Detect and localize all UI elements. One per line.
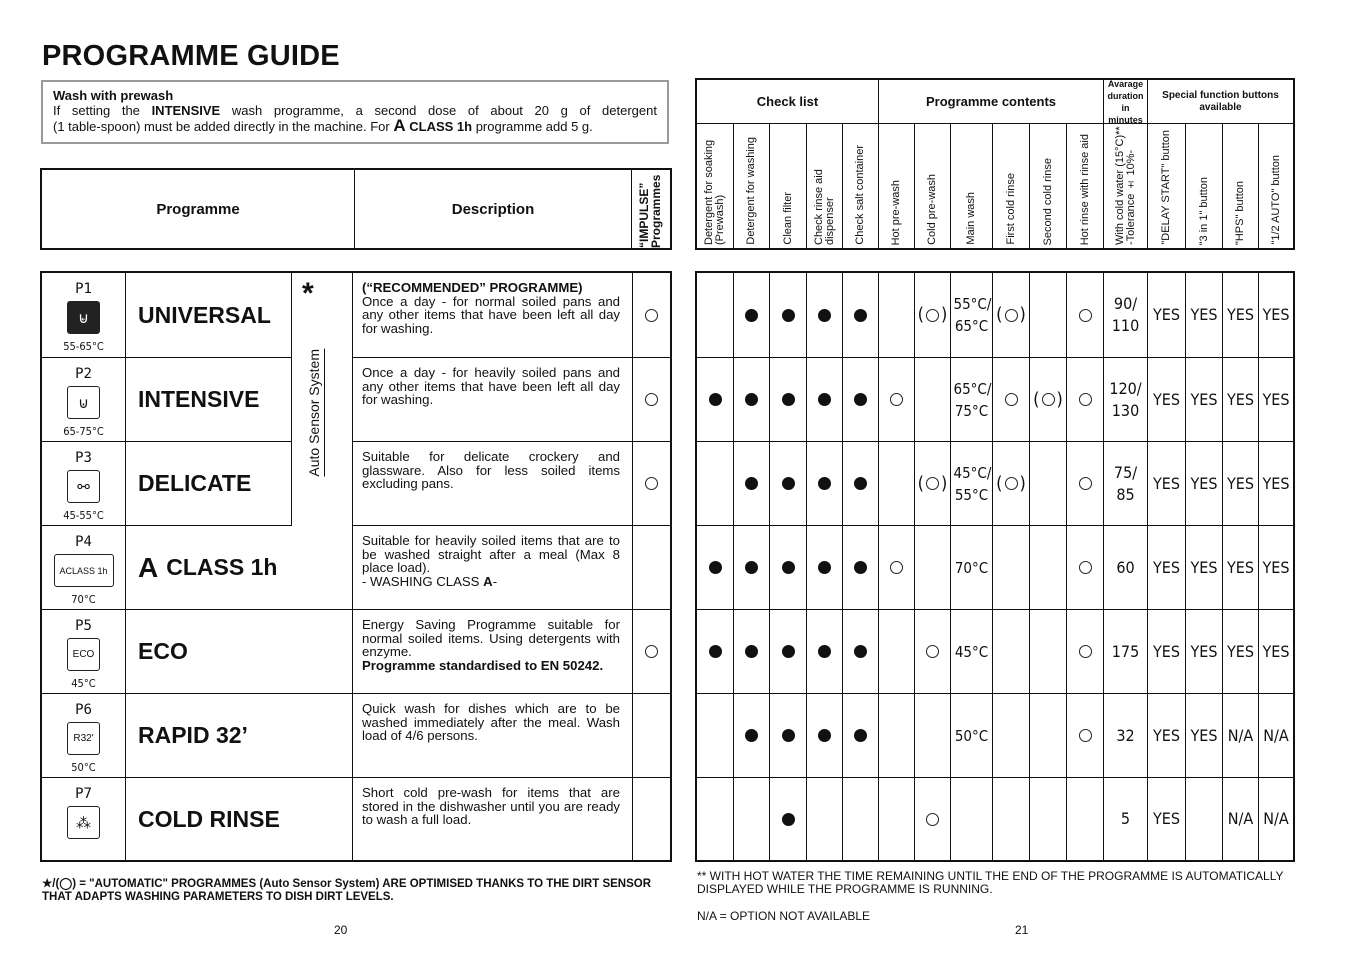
programme-name: ECO [138, 638, 188, 664]
contents-cell [879, 694, 915, 777]
programme-code-cell [42, 358, 126, 441]
filled-dot-symbol [818, 729, 831, 742]
filled-dot-symbol [818, 645, 831, 658]
footnote-na: N/A = OPTION NOT AVAILABLE [697, 909, 871, 923]
auto-sensor-label: Auto Sensor System [306, 313, 325, 513]
contents-cell: ( ) [915, 442, 951, 525]
programme-code: P7 [75, 786, 92, 802]
filled-dot-symbol [782, 309, 795, 322]
contents-cell [1030, 694, 1067, 777]
filled-dot-symbol [818, 477, 831, 490]
contents-cell [807, 442, 843, 525]
contents-cell [915, 610, 951, 693]
prewash-note [41, 80, 669, 144]
page-title: PROGRAMME GUIDE [42, 40, 340, 72]
contents-cell: YES [1186, 358, 1223, 441]
filled-dot-symbol [782, 393, 795, 406]
contents-cell: ( ) [915, 273, 951, 357]
contents-cell: ( ) [993, 273, 1030, 357]
contents-cell: 55°C/ 65°C [951, 273, 993, 357]
column-header: With cold water (15°C)** -Tolerance ± 10%- [1104, 124, 1148, 248]
filled-dot-symbol [709, 561, 722, 574]
programme-row [42, 526, 670, 610]
programme-description: (“RECOMMENDED” PROGRAMME) Once a day - for normal soiled pans and any other items that have been left all day for washing. [353, 273, 633, 357]
programme-temp: 55-65°C [63, 340, 104, 353]
rapid-icon: R32' [67, 722, 100, 755]
contents-cell: ( ) [1030, 358, 1067, 441]
contents-cell [879, 778, 915, 860]
contents-cell [807, 273, 843, 357]
programme-row [42, 778, 670, 860]
circle-symbol [1079, 561, 1092, 574]
column-header: "1/2 AUTO" button [1269, 155, 1282, 245]
programme-code: P1 [75, 281, 92, 297]
contents-row [697, 778, 1293, 860]
contents-cell [1067, 442, 1104, 525]
glass-icon: ⚯ [67, 470, 100, 503]
left-table-header [40, 168, 672, 250]
contents-cell: N/A [1223, 778, 1259, 860]
contents-cell [734, 778, 770, 860]
right-table-header [695, 78, 1295, 250]
contents-row [697, 694, 1293, 778]
contents-cell [915, 778, 951, 860]
programme-row [42, 273, 670, 358]
programme-name-cell [126, 273, 292, 357]
filled-dot-symbol [745, 393, 758, 406]
contents-cell: YES [1262, 641, 1290, 661]
contents-cell: N/A [1263, 809, 1289, 828]
contents-cell: 90/ 110 [1104, 273, 1148, 357]
contents-cell [1030, 610, 1067, 693]
contents-cell [1067, 526, 1104, 609]
circle-symbol [926, 645, 939, 658]
contents-cell: 5 [1104, 778, 1148, 860]
contents-cell: YES [1262, 389, 1290, 409]
aclass-icon: ACLASS 1h [54, 554, 114, 587]
contents-cell [770, 442, 807, 525]
programme-description: Quick wash for dishes which are to be washed immediately after the meal. Wash load of 4/6 persons. [353, 694, 633, 777]
contents-cell: YES [1148, 273, 1186, 357]
contents-cell [879, 610, 915, 693]
contents-row [697, 610, 1293, 694]
auto-sensor-column [292, 273, 353, 526]
programme-name-a: A [138, 551, 159, 583]
programme-name: CLASS 1h [166, 554, 278, 580]
contents-cell [770, 273, 807, 357]
column-header: Main wash [951, 124, 993, 248]
column-group-header: Avarage duration in minutes [1104, 80, 1148, 124]
contents-cell [1186, 778, 1223, 860]
contents-cell [697, 778, 734, 860]
contents-cell [1067, 358, 1104, 441]
column-header: Second cold rinse [1030, 124, 1067, 248]
contents-cell: 50°C [951, 694, 993, 777]
circle-symbol [645, 393, 658, 406]
filled-dot-symbol [854, 729, 867, 742]
column-header: Detergent for washing [734, 124, 770, 248]
programme-name-cell [126, 526, 353, 609]
programme-name-cell [126, 694, 353, 777]
programme-description: Energy Saving Programme suitable for normal soiled items. Using detergents with enzyme. Programme standardised to EN 50242. [353, 610, 633, 693]
contents-cell [807, 526, 843, 609]
contents-cell [1067, 694, 1104, 777]
prewash-line2: (1 table-spoon) must be added directly in the machine. For A CLASS 1h programme add 5 g. [53, 116, 593, 135]
programme-code: P2 [75, 366, 92, 382]
programme-temp: 65-75°C [63, 425, 104, 438]
programme-code: P6 [75, 702, 92, 718]
column-header: Hot rinse with rinse aid [1067, 124, 1104, 248]
contents-cell [697, 442, 734, 525]
contents-cell: YES [1148, 694, 1186, 777]
contents-row [697, 358, 1293, 442]
filled-dot-symbol [818, 309, 831, 322]
header-programme: Programme [42, 170, 355, 248]
contents-cell [770, 778, 807, 860]
contents-cell [993, 778, 1030, 860]
circle-symbol [890, 393, 903, 406]
contents-cell [879, 273, 915, 357]
programme-description: Suitable for heavily soiled items that are to be washed straight after a meal (Max 8 place load). - WASHING CLASS A- [353, 526, 633, 609]
programme-code-cell [42, 694, 126, 777]
contents-cell: YES [1186, 610, 1223, 693]
circle-symbol [1079, 309, 1092, 322]
contents-row [697, 273, 1293, 358]
contents-cell: YES [1223, 610, 1259, 693]
prewash-line1: If setting the INTENSIVE wash programme, a second dose of about 20 g of detergent [53, 103, 657, 118]
filled-dot-symbol [709, 393, 722, 406]
contents-cell [1030, 526, 1067, 609]
filled-dot-symbol [782, 813, 795, 826]
pot-heavy-icon: ⊍ [67, 386, 100, 419]
contents-cell: ( ) [993, 442, 1030, 525]
contents-cell [843, 610, 879, 693]
programme-name: DELICATE [138, 470, 252, 496]
contents-cell: YES [1186, 273, 1223, 357]
contents-cell [915, 358, 951, 441]
contents-cell: YES [1186, 526, 1223, 609]
programme-name: COLD RINSE [138, 805, 280, 832]
programme-temp: 45-55°C [63, 509, 104, 522]
contents-cell [915, 694, 951, 777]
programme-code-cell [42, 526, 126, 609]
circle-symbol [645, 309, 658, 322]
contents-cell [843, 526, 879, 609]
circle-symbol [890, 561, 903, 574]
filled-dot-symbol [854, 645, 867, 658]
circle-symbol [1005, 477, 1018, 490]
programme-name: RAPID 32’ [138, 722, 248, 748]
contents-cell [697, 273, 734, 357]
contents-cell [734, 526, 770, 609]
programme-name-cell [126, 442, 292, 525]
column-header: Check salt container [843, 124, 879, 248]
contents-cell: YES [1223, 442, 1259, 525]
contents-cell: YES [1262, 557, 1290, 577]
contents-cell: YES [1148, 610, 1186, 693]
contents-cell [1030, 273, 1067, 357]
programme-contents-table [695, 271, 1295, 862]
programme-row [42, 610, 670, 694]
contents-cell: 65°C/ 75°C [951, 358, 993, 441]
contents-cell: N/A [1223, 694, 1259, 777]
circle-symbol [1005, 309, 1018, 322]
star-icon: * [302, 277, 314, 310]
circle-symbol [1079, 393, 1092, 406]
filled-dot-symbol [782, 477, 795, 490]
circle-symbol [1079, 729, 1092, 742]
footnote-auto: ★/(◯) = "AUTOMATIC" PROGRAMMES (Auto Sensor System) ARE OPTIMISED THANKS TO THE DIRT SENSOR THAT ADAPTS WASHING PARAMETERS TO DISH DIRT LEVELS. [42, 878, 652, 903]
programme-code-cell [42, 442, 126, 525]
programme-temp: 70°C [71, 593, 96, 606]
page-number-left: 20 [334, 923, 348, 937]
contents-cell [951, 778, 993, 860]
contents-cell [1067, 778, 1104, 860]
contents-cell: 70°C [951, 526, 993, 609]
contents-cell [770, 610, 807, 693]
contents-cell: 32 [1104, 694, 1148, 777]
programme-row [42, 358, 670, 442]
contents-cell [843, 358, 879, 441]
column-group-header: Check list [697, 80, 879, 124]
programme-name: INTENSIVE [138, 386, 260, 412]
contents-cell: YES [1186, 694, 1223, 777]
contents-cell [807, 694, 843, 777]
filled-dot-symbol [854, 309, 867, 322]
filled-dot-symbol [745, 645, 758, 658]
contents-cell [1067, 273, 1104, 357]
circle-symbol [926, 309, 939, 322]
contents-cell: YES [1223, 526, 1259, 609]
programme-code: P3 [75, 450, 92, 466]
circle-symbol [645, 645, 658, 658]
contents-row [697, 526, 1293, 610]
contents-cell [697, 358, 734, 441]
contents-cell: 120/ 130 [1104, 358, 1148, 441]
contents-cell [697, 526, 734, 609]
contents-cell [770, 358, 807, 441]
contents-cell [993, 694, 1030, 777]
column-header: Detergent for soaking (Prewash) [697, 124, 734, 248]
programme-row [42, 694, 670, 778]
contents-cell: YES [1223, 273, 1259, 357]
column-group-header: Special function buttons available [1148, 80, 1293, 124]
impulse-cell [633, 273, 670, 357]
contents-row [697, 442, 1293, 526]
contents-cell [843, 442, 879, 525]
programme-description: Suitable for delicate crockery and glassware. Also for less soiled items excluding pans. [353, 442, 633, 525]
column-header: "3 in 1" button [1186, 124, 1223, 248]
contents-cell [1030, 778, 1067, 860]
filled-dot-symbol [854, 477, 867, 490]
impulse-cell [633, 358, 670, 441]
programme-name: UNIVERSAL [138, 301, 271, 328]
column-header: First cold rinse [993, 124, 1030, 248]
filled-dot-symbol [782, 561, 795, 574]
contents-cell: YES [1186, 442, 1223, 525]
contents-cell [879, 526, 915, 609]
impulse-cell [633, 610, 670, 693]
programme-name-cell [126, 610, 353, 693]
contents-cell [734, 694, 770, 777]
contents-cell: N/A [1263, 725, 1289, 745]
programme-name-cell [126, 358, 292, 441]
contents-cell: YES [1148, 442, 1186, 525]
contents-cell [1067, 610, 1104, 693]
footnote-hot-water: ** WITH HOT WATER THE TIME REMAINING UNTIL THE END OF THE PROGRAMME IS AUTOMATICALLY DISPLAYED WHILE THE PROGRAMME IS RUNNING. [697, 869, 1284, 896]
contents-cell [879, 358, 915, 441]
circle-symbol [645, 477, 658, 490]
contents-cell: 60 [1104, 526, 1148, 609]
programme-row [42, 442, 670, 526]
filled-dot-symbol [818, 393, 831, 406]
contents-cell: 175 [1104, 610, 1148, 693]
impulse-cell [633, 778, 670, 860]
impulse-cell [633, 442, 670, 525]
contents-cell [993, 526, 1030, 609]
programme-code: P5 [75, 618, 92, 634]
contents-cell: YES [1262, 305, 1290, 324]
header-impulse: “IMPULSE” Programmes [637, 174, 663, 248]
contents-cell [770, 694, 807, 777]
programme-code-cell [42, 273, 126, 357]
cold-rinse-icon: ⁂ [67, 806, 100, 839]
impulse-cell [633, 526, 670, 609]
column-header: Clean filter [770, 124, 807, 248]
contents-cell [843, 778, 879, 860]
contents-cell: YES [1148, 778, 1186, 860]
contents-cell [807, 610, 843, 693]
contents-cell: 45°C [951, 610, 993, 693]
contents-cell [915, 526, 951, 609]
programme-temp: 45°C [71, 677, 96, 690]
circle-symbol [926, 477, 939, 490]
contents-cell [697, 610, 734, 693]
contents-cell: YES [1262, 473, 1290, 493]
contents-cell: YES [1148, 526, 1186, 609]
programme-code-cell [42, 778, 126, 860]
contents-cell [734, 442, 770, 525]
filled-dot-symbol [709, 645, 722, 658]
contents-cell [807, 778, 843, 860]
contents-cell [1030, 442, 1067, 525]
circle-symbol [1079, 645, 1092, 658]
filled-dot-symbol [854, 561, 867, 574]
column-header: "DELAY START" button [1148, 124, 1186, 248]
filled-dot-symbol [782, 729, 795, 742]
column-header: Cold pre-wash [915, 124, 951, 248]
circle-symbol [1042, 393, 1055, 406]
contents-cell [734, 358, 770, 441]
programme-table [40, 271, 672, 862]
column-header: "HPS" button [1223, 124, 1259, 248]
filled-dot-symbol [854, 393, 867, 406]
programme-temp: 50°C [71, 761, 96, 774]
filled-dot-symbol [818, 561, 831, 574]
contents-cell [879, 442, 915, 525]
eco-icon: ECO [67, 638, 100, 671]
programme-description: Short cold pre-wash for items that are stored in the dishwasher until you are ready to wash a full load. [353, 778, 633, 860]
circle-symbol [1079, 477, 1092, 490]
header-description: Description [355, 170, 632, 248]
circle-symbol [926, 813, 939, 826]
filled-dot-symbol [782, 645, 795, 658]
contents-cell [993, 610, 1030, 693]
pot-icon: ⊌ [67, 301, 100, 334]
contents-cell [697, 694, 734, 777]
contents-cell [734, 273, 770, 357]
prewash-heading: Wash with prewash [53, 88, 174, 103]
programme-description: Once a day - for heavily soiled pans and any other items that have been left all day for washing. [353, 358, 633, 441]
contents-cell: YES [1148, 358, 1186, 441]
programme-code-cell [42, 610, 126, 693]
column-header: Hot pre-wash [879, 124, 915, 248]
circle-symbol [1005, 393, 1018, 406]
programme-code: P4 [75, 534, 92, 550]
column-header: Check rinse aid dispenser [807, 124, 843, 248]
contents-cell: 45°C/ 55°C [951, 442, 993, 525]
filled-dot-symbol [745, 309, 758, 322]
contents-cell [734, 610, 770, 693]
filled-dot-symbol [745, 729, 758, 742]
contents-cell [807, 358, 843, 441]
impulse-cell [633, 694, 670, 777]
filled-dot-symbol [745, 561, 758, 574]
contents-cell [993, 358, 1030, 441]
contents-cell [843, 273, 879, 357]
contents-cell: YES [1223, 358, 1259, 441]
contents-cell [843, 694, 879, 777]
page-number-right: 21 [1015, 923, 1029, 937]
contents-cell: 75/ 85 [1104, 442, 1148, 525]
contents-cell [770, 526, 807, 609]
programme-name-cell [126, 778, 353, 860]
column-group-header: Programme contents [879, 80, 1104, 124]
filled-dot-symbol [745, 477, 758, 490]
